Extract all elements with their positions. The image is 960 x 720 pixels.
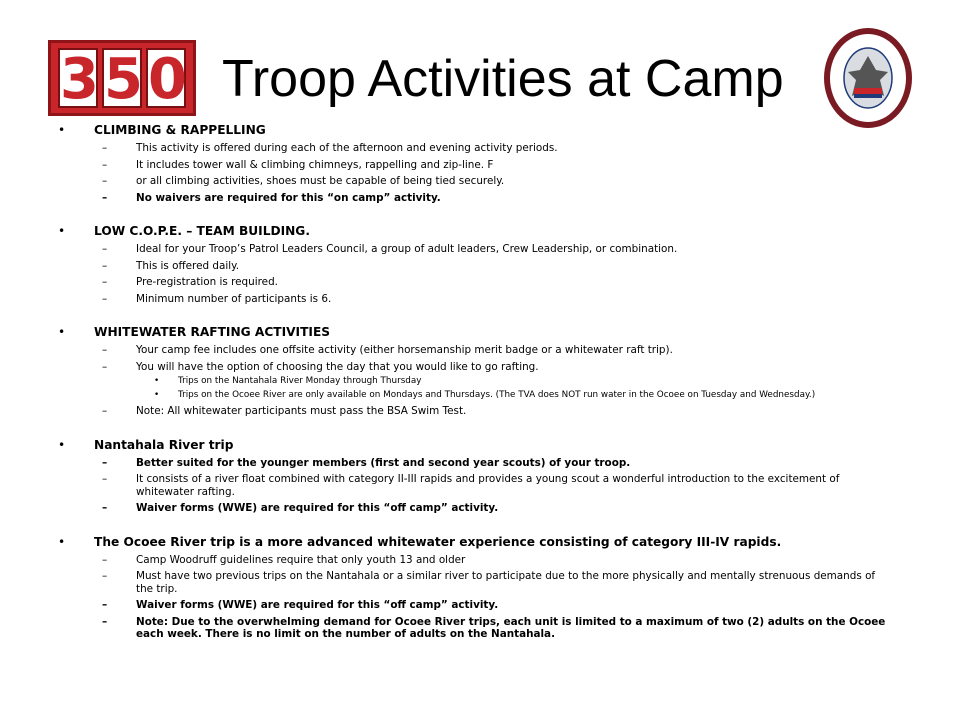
section-heading: • Nantahala River trip [58, 438, 892, 453]
logo-digit: 5 [104, 47, 143, 112]
eagle-scout-patch-icon [822, 26, 914, 130]
sub-list-item: • Trips on the Ocoee River are only available on Mondays and Thursdays. (The TVA does NOT run water in the Ocoee on Tuesday and Wednesday.) [58, 390, 892, 401]
list-item: – Pre-registration is required. [58, 276, 892, 289]
section-low-cope [58, 224, 892, 305]
list-item: – Ideal for your Troop’s Patrol Leaders Council, a group of adult leaders, Crew Leadership, or combination. [58, 243, 892, 256]
list-item: – This activity is offered during each of the afternoon and evening activity periods. [58, 142, 892, 155]
section-nantahala [58, 438, 892, 515]
page-title: Troop Activities at Camp [222, 50, 784, 108]
sub-list-item: • Trips on the Nantahala River Monday through Thursday [58, 376, 892, 387]
section-climbing [58, 123, 892, 204]
logo-digit: 3 [60, 47, 99, 112]
list-item: – You will have the option of choosing the day that you would like to go rafting. [58, 361, 892, 374]
list-item: – It consists of a river float combined with category II-III rapids and provides a young scout a wonderful introduction to the excitement of whitewater rafting. [58, 473, 892, 498]
list-item: – Camp Woodruff guidelines require that only youth 13 and older [58, 554, 892, 567]
list-item: – No waivers are required for this “on camp” activity. [58, 192, 892, 205]
list-item: – Waiver forms (WWE) are required for this “off camp” activity. [58, 502, 892, 515]
section-ocoee [58, 535, 892, 641]
list-item: – Note: All whitewater participants must pass the BSA Swim Test. [58, 405, 892, 418]
list-item: – Your camp fee includes one offsite activity (either horsemanship merit badge or a whitewater raft trip). [58, 344, 892, 357]
list-item: – Note: Due to the overwhelming demand for Ocoee River trips, each unit is limited to a maximum of two (2) adults on the Ocoee each week. There is no limit on the number of adults on the Nantahala. [58, 616, 892, 641]
section-whitewater-rafting [58, 325, 892, 418]
section-heading: • LOW C.O.P.E. – TEAM BUILDING. [58, 224, 892, 239]
list-item: – Better suited for the younger members (first and second year scouts) of your troop. [58, 457, 892, 470]
list-item: – Must have two previous trips on the Nantahala or a similar river to participate due to the more physically and mentally strenuous demands of the trip. [58, 570, 892, 595]
section-heading: • The Ocoee River trip is a more advanced whitewater experience consisting of category III-IV rapids. [58, 535, 892, 550]
350-logo [48, 40, 196, 116]
list-item: – This is offered daily. [58, 260, 892, 273]
list-item: – It includes tower wall & climbing chimneys, rappelling and zip-line. F [58, 159, 892, 172]
logo-digit: 0 [148, 47, 187, 112]
section-heading: • WHITEWATER RAFTING ACTIVITIES [58, 325, 892, 340]
list-item: – Minimum number of participants is 6. [58, 293, 892, 306]
list-item: – or all climbing activities, shoes must be capable of being tied securely. [58, 175, 892, 188]
section-heading: • CLIMBING & RAPPELLING [58, 123, 892, 138]
activity-list [58, 123, 892, 641]
list-item: – Waiver forms (WWE) are required for this “off camp” activity. [58, 599, 892, 612]
